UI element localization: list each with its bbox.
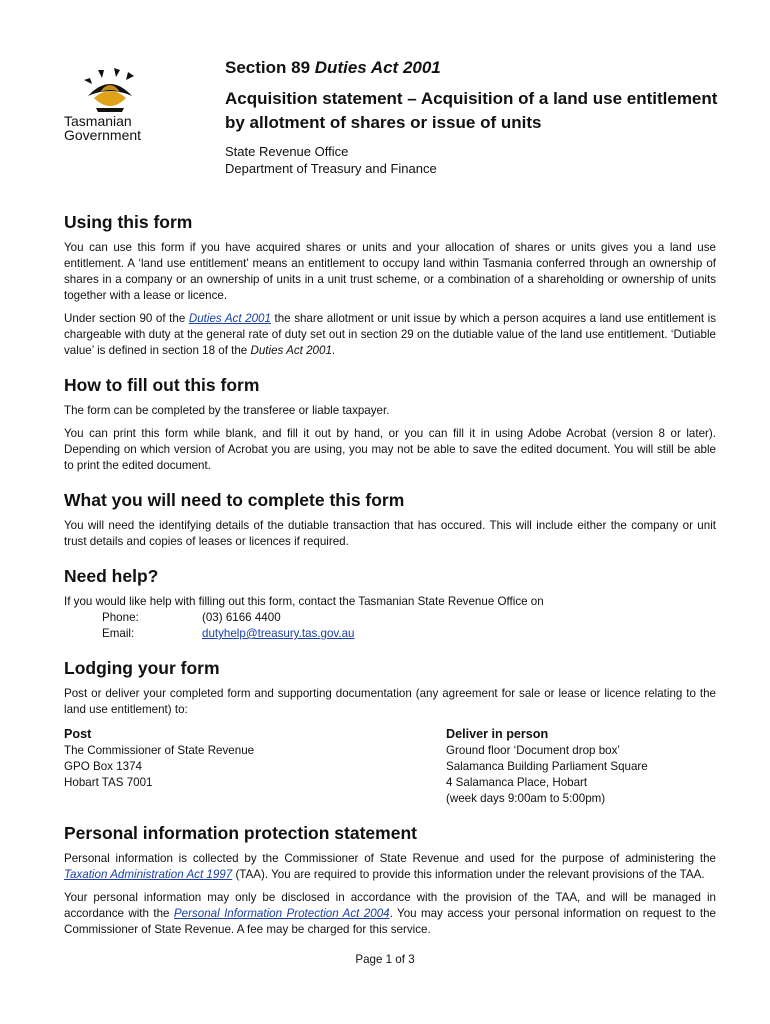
- section-privacy: [64, 821, 716, 938]
- heading-fill: How to fill out this form: [64, 375, 260, 395]
- post-heading: Post: [64, 727, 92, 741]
- page-number: Page 1 of 3: [355, 953, 415, 966]
- heading-need: What you will need to complete this form: [64, 490, 405, 510]
- logo-line-2: Government: [64, 127, 142, 143]
- using-paragraph-1: You can use this form if you have acquired shares or units and your allocation of shares or units gives you a land use entitlement. A ‘land use entitlement’ means an entitlement to occupy land within Tasmania conferred through an ownership of shares in a company or an ownership of units in a unit trust scheme, or a combination of a shareholding or ownership of units together with a lease or licence.: [64, 241, 716, 302]
- taxation-act-link[interactable]: Taxation Administration Act 1997: [64, 868, 233, 881]
- privacy-paragraph-2: [64, 890, 716, 938]
- tasmanian-government-logo: [60, 60, 160, 150]
- section-help: [64, 564, 716, 642]
- post-line-2: GPO Box 1374: [64, 760, 142, 773]
- text-run: Your personal information may only be disclosed in accordance with the provision of the TAA, and will be managed in accordance with the: [64, 891, 716, 920]
- section-need: [64, 488, 716, 550]
- lodging-paragraph-1: Post or deliver your completed form and supporting documentation (any agreement for sale or lease or licence relating to the land use entitlement) to:: [64, 687, 716, 716]
- fill-paragraph-1: The form can be completed by the transferee or liable taxpayer.: [64, 404, 390, 417]
- logo-line-1: Tasmanian: [64, 113, 132, 129]
- section-prefix: Section 89: [225, 58, 311, 77]
- heading-using: Using this form: [64, 212, 193, 232]
- text-run: Personal information is collected by the Commissioner of State Revenue and used for the purpose of administering the: [64, 852, 716, 865]
- section-fill: [64, 373, 716, 474]
- email-row: [64, 626, 716, 642]
- logo-text: [64, 114, 141, 142]
- text-run: . You may access your personal information on request to the Commissioner of State Revenue. A fee may be charged for this service.: [64, 907, 716, 936]
- thylacine-emblem-icon: [78, 62, 142, 114]
- text-run: .: [331, 344, 336, 357]
- lodging-addresses: [64, 725, 716, 807]
- deliver-address: [446, 725, 716, 807]
- heading-privacy: Personal information protection statement: [64, 823, 417, 843]
- document-header: [225, 58, 725, 177]
- section-act: Duties Act 2001: [314, 58, 441, 77]
- text-run: Under section 90 of the: [64, 312, 189, 325]
- document-title: Acquisition statement – Acquisition of a land use entitlement by allotment of shares or issue of units: [225, 89, 718, 132]
- deliver-line-2: Salamanca Building Parliament Square: [446, 760, 648, 773]
- post-line-1: The Commissioner of State Revenue: [64, 744, 255, 757]
- phone-label: Phone:: [102, 611, 139, 624]
- privacy-act-link[interactable]: Personal Information Protection Act 2004: [173, 907, 390, 920]
- duties-act-link[interactable]: Duties Act 2001: [188, 312, 271, 325]
- heading-lodging: Lodging your form: [64, 658, 220, 678]
- deliver-line-4: (week days 9:00am to 5:00pm): [446, 792, 606, 805]
- section-using: [64, 210, 716, 359]
- using-paragraph-2: [64, 311, 716, 359]
- phone-row: [64, 610, 716, 626]
- heading-help: Need help?: [64, 566, 159, 586]
- deliver-line-3: 4 Salamanca Place, Hobart: [446, 776, 588, 789]
- office-name: State Revenue Office: [225, 144, 349, 159]
- deliver-heading: Deliver in person: [446, 727, 549, 741]
- section-lodging: [64, 656, 716, 807]
- department-name: Department of Treasury and Finance: [225, 161, 437, 176]
- document-body: [64, 210, 716, 952]
- privacy-paragraph-1: [64, 851, 716, 883]
- act-name: Duties Act 2001: [250, 344, 332, 357]
- help-intro: If you would like help with filling out this form, contact the Tasmanian State Revenue Office on: [64, 595, 544, 608]
- text-run: (TAA). You are required to provide this information under the relevant provisions of the TAA.: [232, 868, 705, 881]
- need-paragraph-1: You will need the identifying details of the dutiable transaction that has occured. This will include either the company or unit trust details and copies of leases or licences if required.: [64, 519, 716, 548]
- post-line-3: Hobart TAS 7001: [64, 776, 153, 789]
- email-label: Email:: [102, 627, 135, 640]
- post-address: [64, 725, 254, 807]
- deliver-line-1: Ground floor ‘Document drop box’: [446, 744, 620, 757]
- fill-paragraph-2: You can print this form while blank, and fill it out by hand, or you can fill it in using Adobe Acrobat (version 8 or later). Depending on which version of Acrobat you are using, you may not be able to save the edited document. You will still be able to print the edited document.: [64, 427, 716, 472]
- text-run: the share allotment or unit issue by which a person acquires a land use entitlement is chargeable with duty at the general rate of duty set out in section 29 on the dutiable value of the land use entitlement. ‘Dutiable value’ is defined in section 18 of the: [64, 312, 716, 357]
- email-link[interactable]: dutyhelp@treasury.tas.gov.au: [202, 627, 355, 640]
- section-reference: [225, 58, 725, 78]
- phone-number: (03) 6166 4400: [202, 611, 281, 624]
